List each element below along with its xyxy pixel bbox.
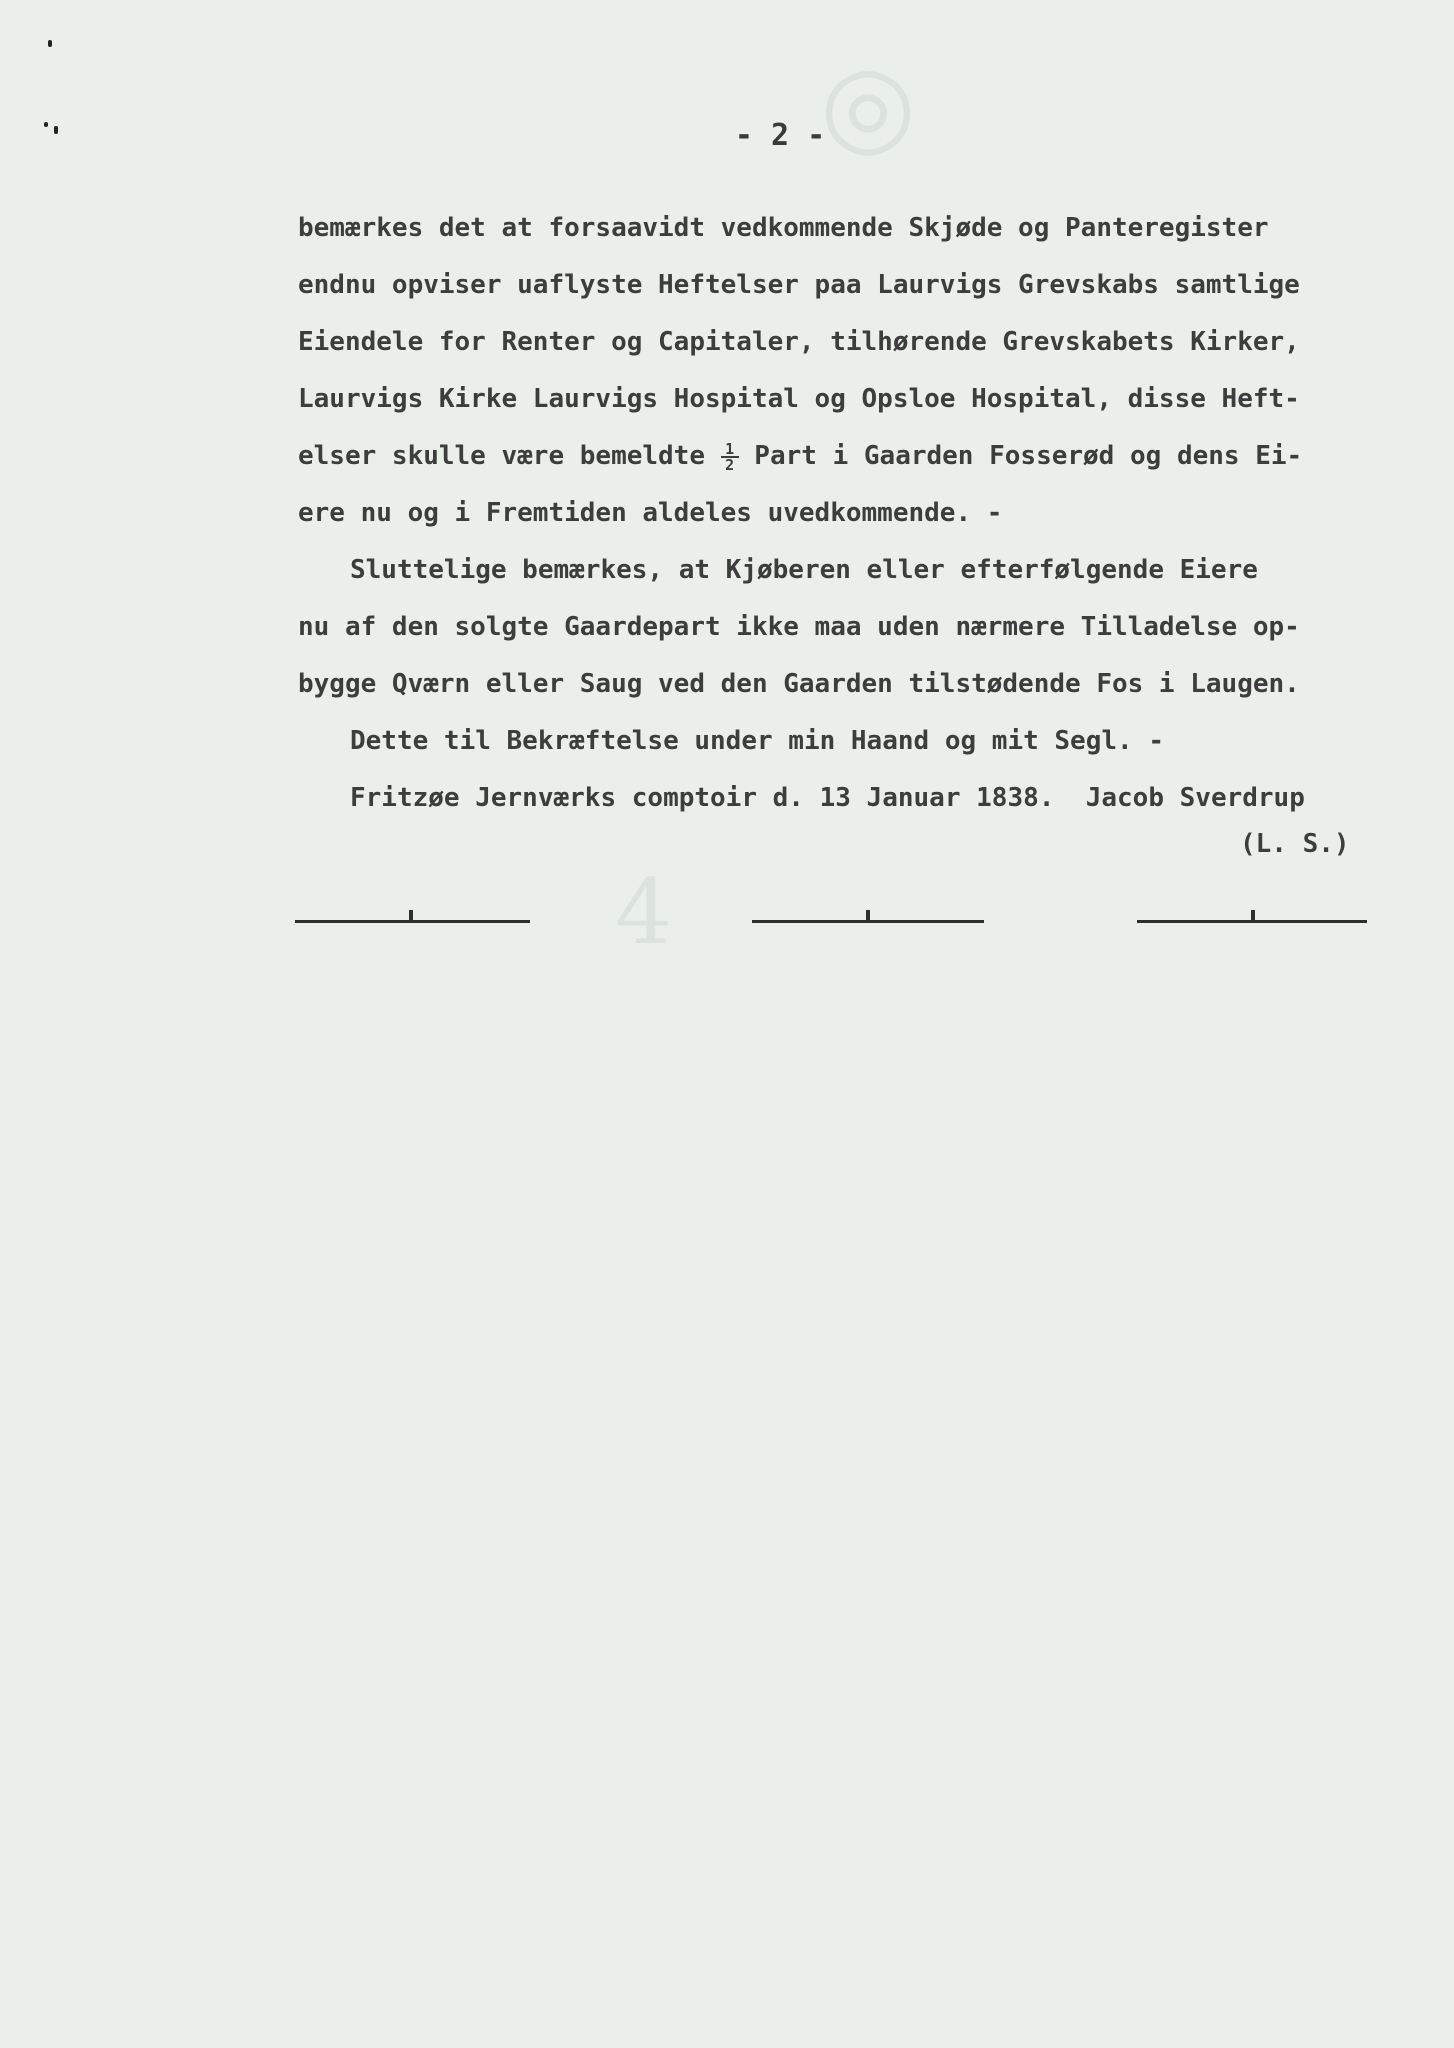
separator-tick — [1249, 910, 1255, 920]
fraction-numerator: 1 — [721, 442, 739, 458]
bleed-through-stamp: ◎ — [820, 40, 916, 168]
text-line: nu af den solgte Gaardepart ikke maa uden nærmere Tilladelse op- — [298, 612, 1300, 642]
half-fraction — [721, 439, 739, 474]
margin-mark — [54, 126, 58, 134]
text-line: endnu opviser uaflyste Heftelser paa Laurvigs Grevskabs samtlige — [298, 270, 1300, 300]
confirmation-line: Dette til Bekræftelse under min Haand og mit Segl. - — [350, 726, 1164, 756]
signature-line — [298, 770, 1428, 827]
text-line — [298, 428, 1428, 485]
margin-mark — [48, 40, 52, 47]
bleed-through-mark: 4 — [615, 860, 673, 965]
text-line: Laurvigs Kirke Laurvigs Hospital og Opsloe Hospital, disse Heft- — [298, 384, 1300, 414]
separator-line — [752, 920, 984, 923]
margin-mark — [44, 122, 48, 127]
seal-mark: (L. S.) — [1240, 829, 1350, 859]
separator-line — [1137, 920, 1367, 923]
separator-tick — [864, 910, 870, 920]
text-line: Eiendele for Renter og Capitaler, tilhørende Grevskabets Kirker, — [298, 327, 1300, 357]
text-line: Sluttelige bemærkes, at Kjøberen eller efterfølgende Eiere — [350, 555, 1258, 585]
document-body — [298, 200, 1428, 827]
page-number: - 2 - — [734, 118, 826, 153]
text-line: bygge Qværn eller Saug ved den Gaarden tilstødende Fos i Laugen. — [298, 669, 1300, 699]
place-date: Fritzøe Jernværks comptoir d. 13 Januar 1838. — [350, 783, 1055, 813]
text-line: ere nu og i Fremtiden aldeles uvedkommende. - — [298, 498, 1003, 528]
fraction-denominator: 2 — [725, 455, 735, 474]
text-line: bemærkes det at forsaavidt vedkommende Skjøde og Panteregister — [298, 213, 1269, 243]
separator-line — [295, 920, 530, 923]
text-segment: elser skulle være bemeldte — [298, 441, 705, 471]
signatory-name: Jacob Sverdrup — [1085, 783, 1305, 813]
text-segment: Part i Gaarden Fosserød og dens Ei- — [738, 441, 1303, 471]
separator-tick — [407, 910, 413, 920]
